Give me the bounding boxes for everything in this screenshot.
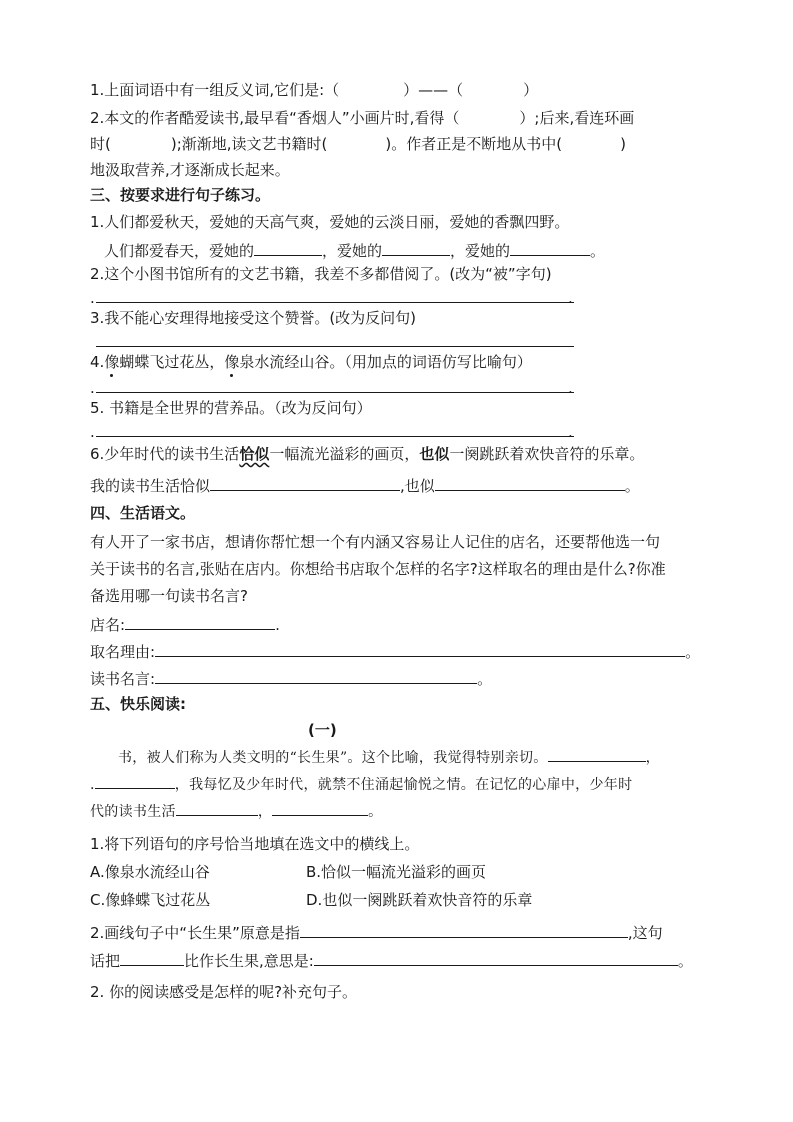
sentence-5: 5. 书籍是全世界的营养品。（改为反问句） — [90, 399, 372, 417]
answer-line-4-end: . — [568, 379, 573, 397]
reading-question-2-line-1: 2.画线句子中“长生果”原意是指 ,这句 — [90, 924, 663, 942]
shop-name-row: 店名: . — [90, 616, 280, 634]
blank[interactable] — [510, 240, 590, 256]
blank[interactable] — [210, 475, 400, 491]
section-3-title: 三、按要求进行句子练习。 — [90, 186, 271, 204]
passage-subtitle: (一) — [308, 721, 337, 739]
answer-line[interactable] — [96, 346, 574, 347]
answer-line-4: . — [90, 379, 95, 397]
sentence-1-fill: 人们都爱春天，爱她的 ，爱她的 ，爱她的 。 — [104, 242, 606, 260]
question-2-line-2: 时( );渐渐地,读文艺书籍时( )。作者正是不断地从书中( ) — [90, 135, 626, 153]
sentence-6-fill: 我的读书生活恰似 ,也似 。 — [90, 477, 640, 495]
blank[interactable] — [300, 922, 628, 938]
option-d: D.也似一阕跳跃着欢快音符的乐章 — [306, 891, 533, 909]
reading-question-3: 2. 你的阅读感受是怎样的呢?补充句子。 — [90, 983, 358, 1001]
passage-line-3: 代的读书生活 ， 。 — [90, 800, 382, 822]
blank[interactable] — [314, 950, 678, 966]
option-c: C.像蜂蝶飞过花丛 — [90, 891, 211, 909]
section-4-prompt-3: 备选用哪一句读书名言? — [90, 587, 248, 605]
answer-line[interactable] — [96, 302, 574, 303]
blank[interactable] — [95, 773, 175, 789]
quote-input[interactable] — [155, 668, 477, 684]
blank[interactable] — [435, 475, 625, 491]
blank[interactable] — [254, 240, 322, 256]
reading-question-1: 1.将下列语句的序号恰当地填在选文中的横线上。 — [90, 835, 420, 853]
quote-row: 读书名言: 。 — [90, 670, 493, 688]
answer-line-5: . — [90, 423, 95, 441]
section-4-prompt-2: 关于读书的名言,张贴在店内。你想给书店取个怎样的名字?这样取名的理由是什么?你准 — [90, 560, 666, 578]
passage-line-1: 书，被人们称为人类文明的“长生果”。这个比喻，我觉得特别亲切。 ， — [118, 746, 660, 768]
question-2-line-1: 2.本文的作者酷爱读书,最早看“香烟人”小画片时,看得（ ）;后来,看连环画 — [90, 109, 635, 127]
sentence-6: 6.少年时代的读书生活恰似一幅流光溢彩的画页，也似一阕跳跃着欢快音符的乐章。 — [90, 445, 645, 463]
reason-input[interactable] — [155, 641, 685, 657]
passage-line-2: . ，我每忆及少年时代，就禁不住涌起愉悦之情。在记忆的心扉中，少年时 — [90, 773, 632, 795]
option-b: B.恰似一幅流光溢彩的画页 — [306, 863, 487, 881]
question-2-line-3: 地汲取营养,才逐渐成长起来。 — [90, 161, 290, 179]
answer-line-2-end: . — [568, 289, 573, 307]
sentence-4: 4.像蝴蝶飞过花丛，像泉水流经山谷。（用加点的词语仿写比喻句） — [90, 353, 532, 371]
answer-line-5-end: . — [568, 423, 573, 441]
question-1-antonyms: 1.上面词语中有一组反义词,它们是:（ ）——（ ） — [90, 81, 539, 99]
answer-line[interactable] — [96, 436, 574, 437]
blank[interactable] — [548, 746, 646, 762]
sentence-2: 2.这个小图书馆所有的文艺书籍，我差不多都借阅了。(改为“被”字句) — [90, 265, 552, 283]
sentence-3: 3.我不能心安理得地接受这个赞誉。(改为反问句) — [90, 309, 417, 327]
blank[interactable] — [382, 240, 450, 256]
section-4-prompt-1: 有人开了一家书店，想请你帮忙想一个有内涵又容易让人记住的店名，还要帮他选一句 — [90, 533, 661, 551]
sentence-1-example: 1.人们都爱秋天，爱她的天高气爽，爱她的云淡日丽，爱她的香飘四野。 — [90, 213, 570, 231]
blank[interactable] — [272, 800, 368, 816]
option-a: A.像泉水流经山谷 — [90, 863, 210, 881]
blank[interactable] — [120, 950, 184, 966]
section-4-title: 四、生活语文。 — [90, 504, 196, 522]
reason-row: 取名理由: 。 — [90, 643, 701, 661]
blank[interactable] — [176, 800, 258, 816]
answer-line-2: . — [90, 289, 95, 307]
reading-question-2-line-2: 话把 比作长生果,意思是: 。 — [90, 952, 693, 970]
section-5-title: 五、快乐阅读: — [90, 695, 186, 713]
shop-name-input[interactable] — [125, 614, 275, 630]
answer-line[interactable] — [96, 392, 574, 393]
